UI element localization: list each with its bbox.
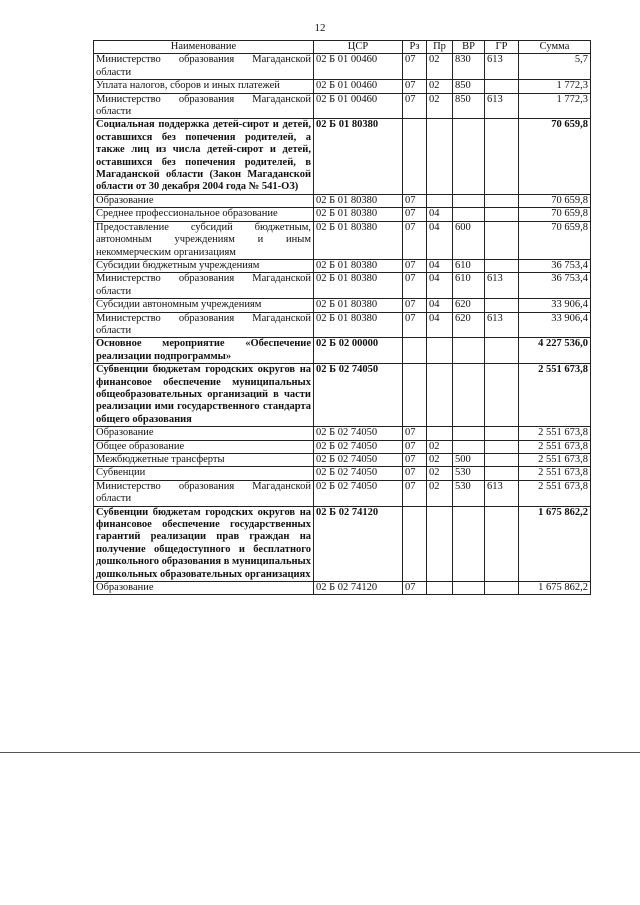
cell-csr: 02 Б 01 80380	[314, 221, 403, 259]
cell-name: Субсидии бюджетным учреждениям	[94, 259, 314, 272]
cell-pr: 04	[427, 273, 453, 299]
cell-rz: 07	[403, 80, 427, 93]
cell-vr: 600	[453, 221, 485, 259]
cell-name: Субсидии автономным учреждениям	[94, 299, 314, 312]
cell-pr: 02	[427, 467, 453, 480]
cell-pr: 02	[427, 93, 453, 119]
cell-csr: 02 Б 01 80380	[314, 312, 403, 338]
cell-gr	[485, 194, 519, 207]
cell-pr: 02	[427, 480, 453, 506]
cell-gr	[485, 454, 519, 467]
cell-csr: 02 Б 02 74050	[314, 427, 403, 440]
cell-vr	[453, 427, 485, 440]
cell-rz: 07	[403, 194, 427, 207]
cell-pr: 04	[427, 299, 453, 312]
cell-sum: 2 551 673,8	[519, 480, 591, 506]
cell-vr	[453, 582, 485, 595]
header-pr: Пр	[427, 41, 453, 54]
cell-pr: 04	[427, 221, 453, 259]
cell-sum: 2 551 673,8	[519, 467, 591, 480]
cell-gr	[485, 338, 519, 364]
table-row	[94, 364, 591, 427]
cell-csr: 02 Б 02 00000	[314, 338, 403, 364]
cell-gr: 613	[485, 54, 519, 80]
header-name: Наименование	[94, 41, 314, 54]
cell-gr	[485, 208, 519, 221]
cell-sum: 33 906,4	[519, 312, 591, 338]
cell-sum: 36 753,4	[519, 259, 591, 272]
cell-csr: 02 Б 02 74050	[314, 480, 403, 506]
cell-pr	[427, 194, 453, 207]
table-row	[94, 299, 591, 312]
cell-csr: 02 Б 01 80380	[314, 119, 403, 194]
table-row	[94, 80, 591, 93]
cell-sum: 36 753,4	[519, 273, 591, 299]
cell-name: Министерство образования Магаданской области	[94, 273, 314, 299]
header-gr: ГР	[485, 41, 519, 54]
table-row	[94, 454, 591, 467]
cell-vr	[453, 364, 485, 427]
cell-rz: 07	[403, 480, 427, 506]
cell-vr	[453, 440, 485, 453]
page-divider-line	[0, 752, 640, 753]
cell-rz: 07	[403, 582, 427, 595]
cell-gr	[485, 364, 519, 427]
cell-vr: 610	[453, 259, 485, 272]
cell-vr: 610	[453, 273, 485, 299]
cell-rz: 07	[403, 221, 427, 259]
table-row	[94, 427, 591, 440]
cell-sum: 1 675 862,2	[519, 582, 591, 595]
table-row	[94, 93, 591, 119]
cell-name: Предоставление субсидий бюджетным, автономным учреждениям и иным некоммерческим организациям	[94, 221, 314, 259]
table-header-row	[94, 41, 591, 54]
cell-gr	[485, 506, 519, 581]
cell-pr	[427, 338, 453, 364]
header-vr: ВР	[453, 41, 485, 54]
cell-gr	[485, 467, 519, 480]
cell-name: Основное мероприятие «Обеспечение реализации подпрограммы»	[94, 338, 314, 364]
cell-sum: 2 551 673,8	[519, 454, 591, 467]
table-row	[94, 480, 591, 506]
cell-pr	[427, 506, 453, 581]
cell-rz: 07	[403, 467, 427, 480]
cell-pr	[427, 582, 453, 595]
cell-sum: 1 772,3	[519, 80, 591, 93]
cell-rz: 07	[403, 427, 427, 440]
cell-name: Образование	[94, 582, 314, 595]
cell-name: Министерство образования Магаданской области	[94, 312, 314, 338]
cell-csr: 02 Б 01 00460	[314, 54, 403, 80]
cell-rz: 07	[403, 299, 427, 312]
header-sum: Сумма	[519, 41, 591, 54]
cell-rz	[403, 506, 427, 581]
table-row	[94, 582, 591, 595]
cell-name: Общее образование	[94, 440, 314, 453]
cell-rz	[403, 364, 427, 427]
cell-name: Уплата налогов, сборов и иных платежей	[94, 80, 314, 93]
cell-vr: 530	[453, 480, 485, 506]
cell-vr: 500	[453, 454, 485, 467]
cell-csr: 02 Б 02 74120	[314, 506, 403, 581]
table-row	[94, 119, 591, 194]
cell-rz: 07	[403, 454, 427, 467]
cell-vr: 830	[453, 54, 485, 80]
cell-sum: 70 659,8	[519, 208, 591, 221]
cell-sum: 4 227 536,0	[519, 338, 591, 364]
cell-csr: 02 Б 02 74120	[314, 582, 403, 595]
cell-name: Образование	[94, 427, 314, 440]
cell-name: Субвенции бюджетам городских округов на финансовое обеспечение государственных гарантий реализации прав граждан на получение общедоступного и бесплатного дошкольного образования в муниципальных дошкольных образовательных организациях	[94, 506, 314, 581]
cell-sum: 70 659,8	[519, 194, 591, 207]
cell-sum: 70 659,8	[519, 119, 591, 194]
cell-pr: 02	[427, 454, 453, 467]
cell-gr	[485, 299, 519, 312]
cell-vr: 620	[453, 312, 485, 338]
cell-csr: 02 Б 01 80380	[314, 299, 403, 312]
cell-gr	[485, 259, 519, 272]
cell-gr	[485, 427, 519, 440]
cell-vr: 850	[453, 93, 485, 119]
table-row	[94, 259, 591, 272]
cell-name: Среднее профессиональное образование	[94, 208, 314, 221]
cell-vr	[453, 208, 485, 221]
cell-vr	[453, 119, 485, 194]
cell-csr: 02 Б 02 74050	[314, 440, 403, 453]
cell-vr	[453, 338, 485, 364]
cell-csr: 02 Б 02 74050	[314, 467, 403, 480]
cell-vr: 850	[453, 80, 485, 93]
cell-pr: 04	[427, 312, 453, 338]
cell-name: Министерство образования Магаданской области	[94, 93, 314, 119]
cell-gr	[485, 80, 519, 93]
cell-csr: 02 Б 01 00460	[314, 93, 403, 119]
cell-csr: 02 Б 01 00460	[314, 80, 403, 93]
table-row	[94, 273, 591, 299]
cell-name: Межбюджетные трансферты	[94, 454, 314, 467]
cell-pr: 04	[427, 208, 453, 221]
cell-sum: 33 906,4	[519, 299, 591, 312]
table-row	[94, 506, 591, 581]
cell-csr: 02 Б 01 80380	[314, 208, 403, 221]
cell-pr: 02	[427, 80, 453, 93]
cell-rz	[403, 338, 427, 364]
cell-pr	[427, 427, 453, 440]
table-row	[94, 208, 591, 221]
cell-gr: 613	[485, 273, 519, 299]
cell-csr: 02 Б 02 74050	[314, 454, 403, 467]
cell-gr	[485, 221, 519, 259]
cell-rz: 07	[403, 259, 427, 272]
cell-sum: 2 551 673,8	[519, 364, 591, 427]
cell-name: Субвенции	[94, 467, 314, 480]
cell-rz: 07	[403, 54, 427, 80]
cell-sum: 2 551 673,8	[519, 427, 591, 440]
page-number: 12	[314, 22, 326, 34]
cell-vr: 530	[453, 467, 485, 480]
cell-name: Социальная поддержка детей-сирот и детей, оставшихся без попечения родителей, а также лиц из числа детей-сирот и детей, оставшихся без попечения родителей, в Магаданской области (Закон Магаданской области от 30 декабря 2004 года № 541-ОЗ)	[94, 119, 314, 194]
cell-pr: 02	[427, 440, 453, 453]
cell-sum: 5,7	[519, 54, 591, 80]
cell-name: Образование	[94, 194, 314, 207]
cell-sum: 70 659,8	[519, 221, 591, 259]
table-row	[94, 194, 591, 207]
cell-sum: 1 675 862,2	[519, 506, 591, 581]
table-row	[94, 221, 591, 259]
table-row	[94, 312, 591, 338]
budget-table	[93, 40, 591, 595]
cell-pr	[427, 119, 453, 194]
cell-vr: 620	[453, 299, 485, 312]
cell-vr	[453, 506, 485, 581]
cell-rz: 07	[403, 208, 427, 221]
cell-gr	[485, 582, 519, 595]
cell-sum: 2 551 673,8	[519, 440, 591, 453]
cell-gr: 613	[485, 93, 519, 119]
cell-rz: 07	[403, 312, 427, 338]
cell-gr: 613	[485, 480, 519, 506]
cell-csr: 02 Б 01 80380	[314, 194, 403, 207]
table-body	[94, 54, 591, 595]
cell-rz: 07	[403, 440, 427, 453]
cell-csr: 02 Б 01 80380	[314, 273, 403, 299]
cell-sum: 1 772,3	[519, 93, 591, 119]
cell-csr: 02 Б 02 74050	[314, 364, 403, 427]
cell-gr	[485, 119, 519, 194]
cell-gr	[485, 440, 519, 453]
cell-csr: 02 Б 01 80380	[314, 259, 403, 272]
cell-rz	[403, 119, 427, 194]
table-row	[94, 440, 591, 453]
header-csr: ЦСР	[314, 41, 403, 54]
header-rz: Рз	[403, 41, 427, 54]
table-row	[94, 338, 591, 364]
cell-rz: 07	[403, 273, 427, 299]
cell-name: Министерство образования Магаданской области	[94, 480, 314, 506]
cell-rz: 07	[403, 93, 427, 119]
cell-pr: 04	[427, 259, 453, 272]
cell-vr	[453, 194, 485, 207]
cell-name: Министерство образования Магаданской области	[94, 54, 314, 80]
table-row	[94, 467, 591, 480]
cell-pr: 02	[427, 54, 453, 80]
cell-name: Субвенции бюджетам городских округов на финансовое обеспечение муниципальных общеобразовательных организаций в части реализации ими государственного стандарта общего образования	[94, 364, 314, 427]
table-row	[94, 54, 591, 80]
cell-pr	[427, 364, 453, 427]
cell-gr: 613	[485, 312, 519, 338]
